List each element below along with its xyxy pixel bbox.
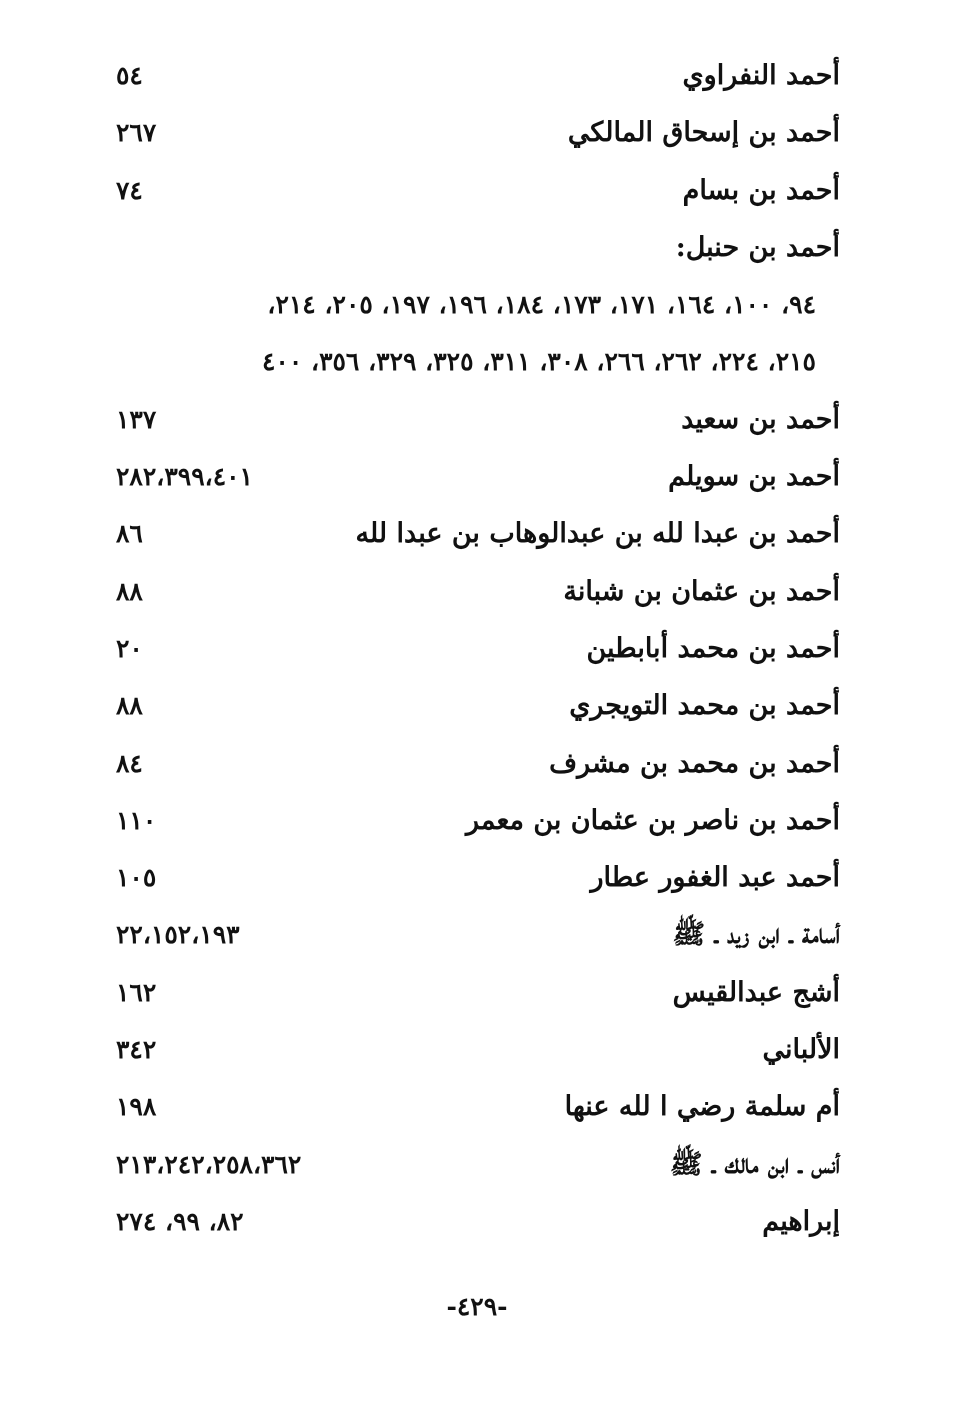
index-entry: [110, 678, 840, 735]
entry-pages: ٨٦: [116, 519, 143, 549]
entry-pages: ٣٤٢: [116, 1035, 157, 1065]
index-list: [110, 48, 840, 1251]
index-entry: [110, 736, 840, 793]
index-entry: [110, 564, 840, 621]
entry-pages: ١٣٧: [116, 404, 157, 434]
index-entry: [110, 449, 840, 506]
index-entry: [110, 1079, 840, 1136]
entry-pages: ٢١٣،٢٤٢،٢٥٨،٣٦٢: [116, 1149, 302, 1179]
entry-pages: ١٦٢: [116, 977, 157, 1007]
entry-pages: ٧٤: [116, 175, 143, 205]
index-entry: [110, 621, 840, 678]
index-entry: [110, 105, 840, 162]
entry-pages: ٢٨٢،٣٩٩،٤٠١: [116, 462, 253, 492]
entry-pages: ١٩٨: [116, 1092, 157, 1122]
entry-name: أحمد بن محمد أبابطين: [586, 632, 840, 664]
entry-name: أحمد بن بسام: [682, 174, 840, 206]
entry-name: أحمد بن حنبل:: [675, 231, 840, 263]
index-entry: [110, 907, 840, 964]
index-entry: [110, 506, 840, 563]
entry-name: أسامة ـ ابن زيد ـ ﷺ: [672, 919, 840, 951]
entry-name: أحمد بن عثمان بن شبانة: [563, 575, 840, 607]
index-entry: [110, 965, 840, 1022]
entry-name: أحمد النفراوي: [682, 60, 840, 91]
entry-pages: ٢٢،١٥٢،١٩٣: [116, 920, 240, 950]
entry-name: أحمد بن إسحاق المالكي: [567, 117, 840, 149]
index-entry: [110, 163, 840, 220]
entry-pages: ٢٠: [116, 633, 143, 663]
index-entry: [110, 850, 840, 907]
entry-pages: ٢٦٧: [116, 118, 157, 148]
entry-pages: ٨٨: [116, 576, 143, 606]
entry-name: أحمد بن سويلم: [668, 461, 840, 493]
entry-pages: ٨٤: [116, 748, 143, 778]
entry-pages: ١١٠: [116, 805, 157, 835]
entry-pages: ٥٤: [116, 61, 143, 90]
entry-name: أم سلمة رضي ا لله عنها: [564, 1091, 840, 1123]
entry-pages: ١٠٥: [116, 863, 157, 893]
entry-pages-continuation: ٩٤، ١٠٠، ١٦٤، ١٧١، ١٧٣، ١٨٤، ١٩٦، ١٩٧، ٢٠٥، ٢١٤،: [267, 290, 816, 320]
entry-pages: ٨٢، ٩٩، ٢٧٤: [116, 1206, 244, 1236]
index-entry: [110, 793, 840, 850]
index-entry: [110, 1022, 840, 1079]
entry-name: أحمد بن ناصر بن عثمان بن معمر: [465, 804, 840, 836]
index-entry: [110, 48, 840, 105]
entry-name: أحمد بن محمد بن مشرف: [549, 747, 840, 779]
entry-name: إبراهيم: [762, 1205, 840, 1237]
entry-pages-continuation: ٢١٥، ٢٢٤، ٢٦٢، ٢٦٦، ٣٠٨، ٣١١، ٣٢٥، ٣٢٩، ٣٥٦، ٤٠٠: [262, 347, 816, 377]
index-entry: [110, 220, 840, 277]
entry-name: أحمد عبد الغفور عطار: [590, 862, 840, 894]
entry-pages: ٨٨: [116, 691, 143, 721]
entry-name: أشج عبدالقيس: [672, 976, 840, 1008]
page-number: -٤٢٩-: [446, 1292, 508, 1321]
index-entry: [110, 392, 840, 449]
index-entry-continuation: [110, 277, 840, 334]
entry-name: أنس ـ ابن مالك ـ ﷺ: [669, 1148, 840, 1180]
entry-name: أحمد بن عبدا لله بن عبدالوهاب بن عبدا لله: [355, 518, 840, 550]
index-entry: [110, 1194, 840, 1251]
index-entry-continuation: [110, 334, 840, 391]
index-entry: [110, 1137, 840, 1194]
entry-name: أحمد بن سعيد: [681, 403, 840, 435]
entry-name: الألباني: [762, 1034, 840, 1066]
entry-name: أحمد بن محمد التويجري: [569, 690, 840, 722]
